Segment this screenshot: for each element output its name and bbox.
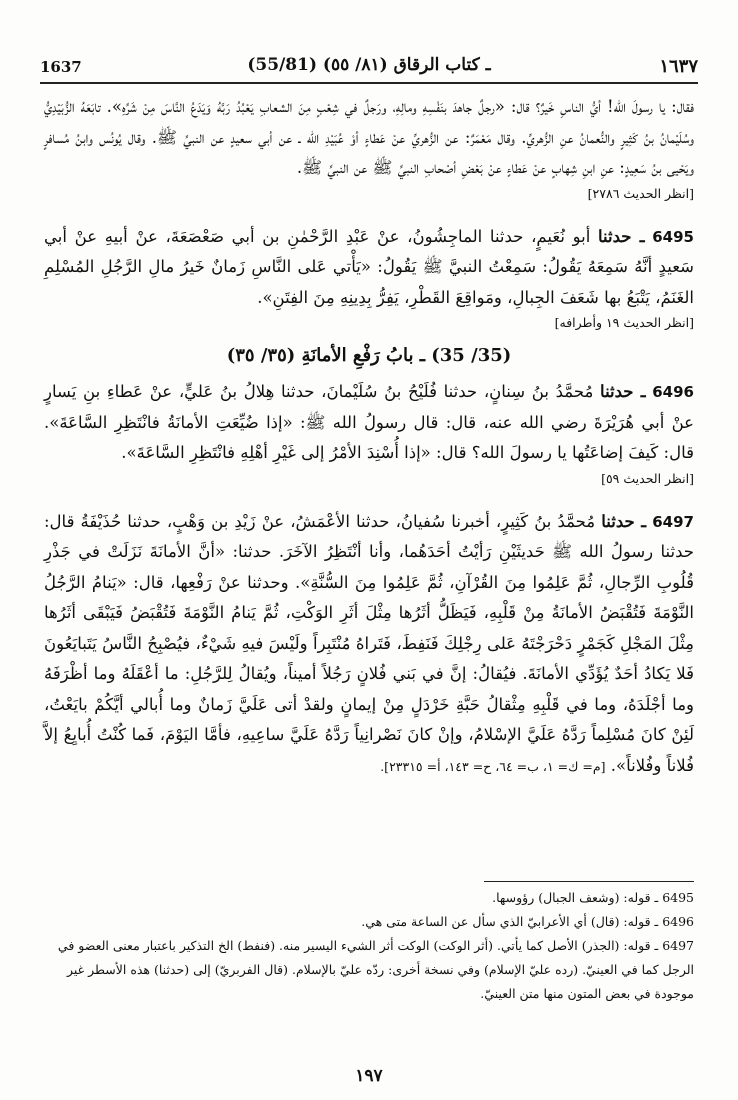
spacer [44, 208, 694, 222]
hadith-prev-ref: [انظر الحديث ٢٧٨٦] [587, 185, 694, 201]
page-footer-number: ١٩٧ [355, 1066, 383, 1086]
running-title: (55/81) ـ كتاب الرقاق (٨١/ ٥٥) [247, 55, 491, 75]
hadith-text: أبو نُعَيمٍ، حدثنا الماجِشُونُ، عنْ عَبْدِ الرَّحْمٰنِ بن أبي صَعْصَعَةَ، عنْ أبيهِ عنْ أبي سَعيدٍ أنَّهُ سَمِعَهُ يَقُولُ: سَمِعْتُ النبيَّ ﷺ يَقُولُ: «يَأْتي عَلى النَّاسِ زَمانٌ خَيرُ مالِ الرَّجُلِ المُسْلِمِ الغَنَمُ، يَتْبَعُ بها شَعَفَ الجِبالِ، ومَواقِعَ القَطْرِ، يَفِرُّ بِدِينِهِ مِنَ الفِتَنِ». [44, 226, 694, 307]
page-number-arabic: ١٦٣٧ [659, 56, 698, 77]
chapter-heading: (35/ 35) ـ بابُ رَفْعِ الأمانَةِ (٣٥/ ٣٥) [226, 345, 512, 366]
footnotes [44, 880, 694, 1006]
page-number-latin: 1637 [40, 58, 82, 76]
hadith-prev-text: فقال: يا رسولَ الله! أيُّ الناسِ خَيرٌ؟ قال: «رجلٌ جاهدَ بنَفْسِهِ ومالِهِ، ورَجلٌ في شِعْبٍ مِنَ الشعابِ يَعْبُدُ رَبَّهُ وَيَدَعُ النَّاسَ مِنْ شَرِّهِ». تابَعَهُ الزُّبَيْدِيُّ وسُلَيْمانُ بنُ كَثِيرٍ والنُّعمانُ عنِ الزُّهريِّ. وقال مَعْمَرٌ: عن الزُّهريِّ عنْ عَطاءٍ أوْ عُبَيْدِ الله ـ عن أبي سعيدٍ عن النبيِّ ﷺ. وقال يُونُس وابنُ مُسافرٍ ويَحْيى بنُ سَعِيدٍ: عنِ ابنِ شِهابٍ عنْ عَطاءٍ عنْ بَعْضِ أصْحابِ النبيِّ ﷺ عن النبيِّ ﷺ. [44, 97, 694, 177]
hadith-number: 6495 [652, 227, 694, 246]
spacer [44, 493, 694, 507]
footnote-6497: 6497 ـ قوله: (الجذر) الأصل كما يأتي. (أثر الوكت) الوكت أثر الشيء اليسير منه. (فنفط) الخ التذكير باعتبار معنى العضو في الرجل كما في العينيّ. (رده عليّ الإسلام) وفي نسخة أخرى: ردّه عليّ بالإسلام. (قال الفربريّ) إلى (حدثنا) هذه الأسطر غير موجودة في بعض المتون منها متن العينيّ. [57, 938, 694, 1001]
hadith-number: 6497 [652, 512, 694, 531]
hadith-6495 [44, 222, 694, 314]
main-text [44, 92, 694, 781]
hadith-number: 6496 [652, 383, 694, 401]
hadith-6496 [44, 377, 694, 469]
hadith-6496-ref: [انظر الحديث ٥٩] [601, 470, 694, 486]
hadith-intro: ـ حدثنا [600, 382, 646, 401]
hadith-6497 [44, 507, 694, 782]
hadith-intro: ـ حدثنا [598, 226, 645, 246]
hadith-6497-ref: [م= ك= ١، ب= ٦٤، ح= ١٤٣، أ= ٢٣٣١٥]. [380, 758, 606, 774]
hadith-6495-ref: [انظر الحديث ١٩ وأطرافه] [554, 315, 694, 330]
page-header [40, 52, 698, 84]
footnote-6496: 6496 ـ قوله: (قال) أي الأعرابيّ الذي سأل عن الساعة متى هي. [361, 914, 694, 929]
hadith-text: مُحمَّدُ بنُ سِنانٍ، حدثنا فُلَيْحُ بنُ سُلَيْمانَ، حدثنا هِلالُ بنُ عَليٍّ، عنْ عَطاءِ بنِ يَسارٍ عنْ أبي هُرَيْرَةَ رضي الله عنه، قال: قال رسولُ الله ﷺ: «إذا ضُيِّعَتِ الأمانَةُ فانْتَظِرِ السَّاعَةَ». قال: كَيفَ إضاعَتُها يا رسولَ الله؟ قال: «إذا أُسْنِدَ الأمْرُ إلى غَيْرِ أهْلِهِ فانْتَظِرِ السَّاعَةَ». [44, 382, 694, 462]
hadith-intro: ـ حدثنا [601, 511, 647, 531]
footnote-6495: 6495 ـ قوله: (وشعف الجبال) رؤوسها. [492, 890, 694, 905]
hadith-text: مُحمَّدُ بنُ كَثِيرٍ، أخبرنا سُفيانُ، حدثنا الأعْمَشُ، عنْ زَيْدِ بن وَهْبٍ، حدثنا حُذَيْفَةُ قال: حدثنا رسولُ الله ﷺ حَديثَيْنِ رَأيْتُ أحَدَهُما، وأنا أنْتَظِرُ الآخَرَ. حدثنا: «أنَّ الأمانَةَ نَزَلَتْ في جَذْرِ قُلُوبِ الرِّجالِ، ثُمَّ عَلِمُوا مِنَ القُرْآنِ، ثُمَّ عَلِمُوا مِنَ السُّنَّةِ». وحدثنا عنْ رَفْعِها، قال: «يَنامُ الرَّجُلُ النَّوْمَةَ فَتُقْبَضُ الأمانَةُ مِنْ قَلْبِهِ، فَيَظَلُّ أثَرُها مِثْلَ أثَرِ الوَكْتِ، ثُمَّ يَنامُ النَّوْمَةَ فَتُقْبَضُ فَيَبْقَى أثَرُها مِثْلَ المَجْلِ كَجَمْرٍ دَحْرَجْتَهُ عَلى رِجْلِكَ فَنَفِطَ، فَتَراهُ مُنْتَبِراً ولَيْسَ فيهِ شَيْءٌ، فيُصْبِحُ النَّاسُ يَتَبايَعُونَ فَلا يَكادُ أحَدٌ يُؤَدِّي الأمانَةَ. فيُقالُ: إنَّ في بَني فُلانٍ رَجُلاً أميناً، ويُقالُ لِلرَّجُلِ: ما أعْقَلَهُ وما أظْرَفَهُ وما أجْلَدَهُ، وما في قَلْبِهِ مِثْقالُ حَبَّةِ خَرْدَلٍ مِنْ إيمانٍ ولقدْ أتى عَلَيَّ زَمانٌ وما أُبالي أيَّكُمْ بايَعْتُ، لَئِنْ كانَ مُسْلِماً رَدَّهُ عَلَيَّ الإسْلامُ، وإنْ كانَ نَصْرانِياً رَدَّهُ عَلَيَّ ساعِيهِ، فأمَّا اليَوْمَ، فَما كُنْتُ أُبايِعُ إلاَّ فُلاناً وفُلاناً». [44, 511, 694, 775]
